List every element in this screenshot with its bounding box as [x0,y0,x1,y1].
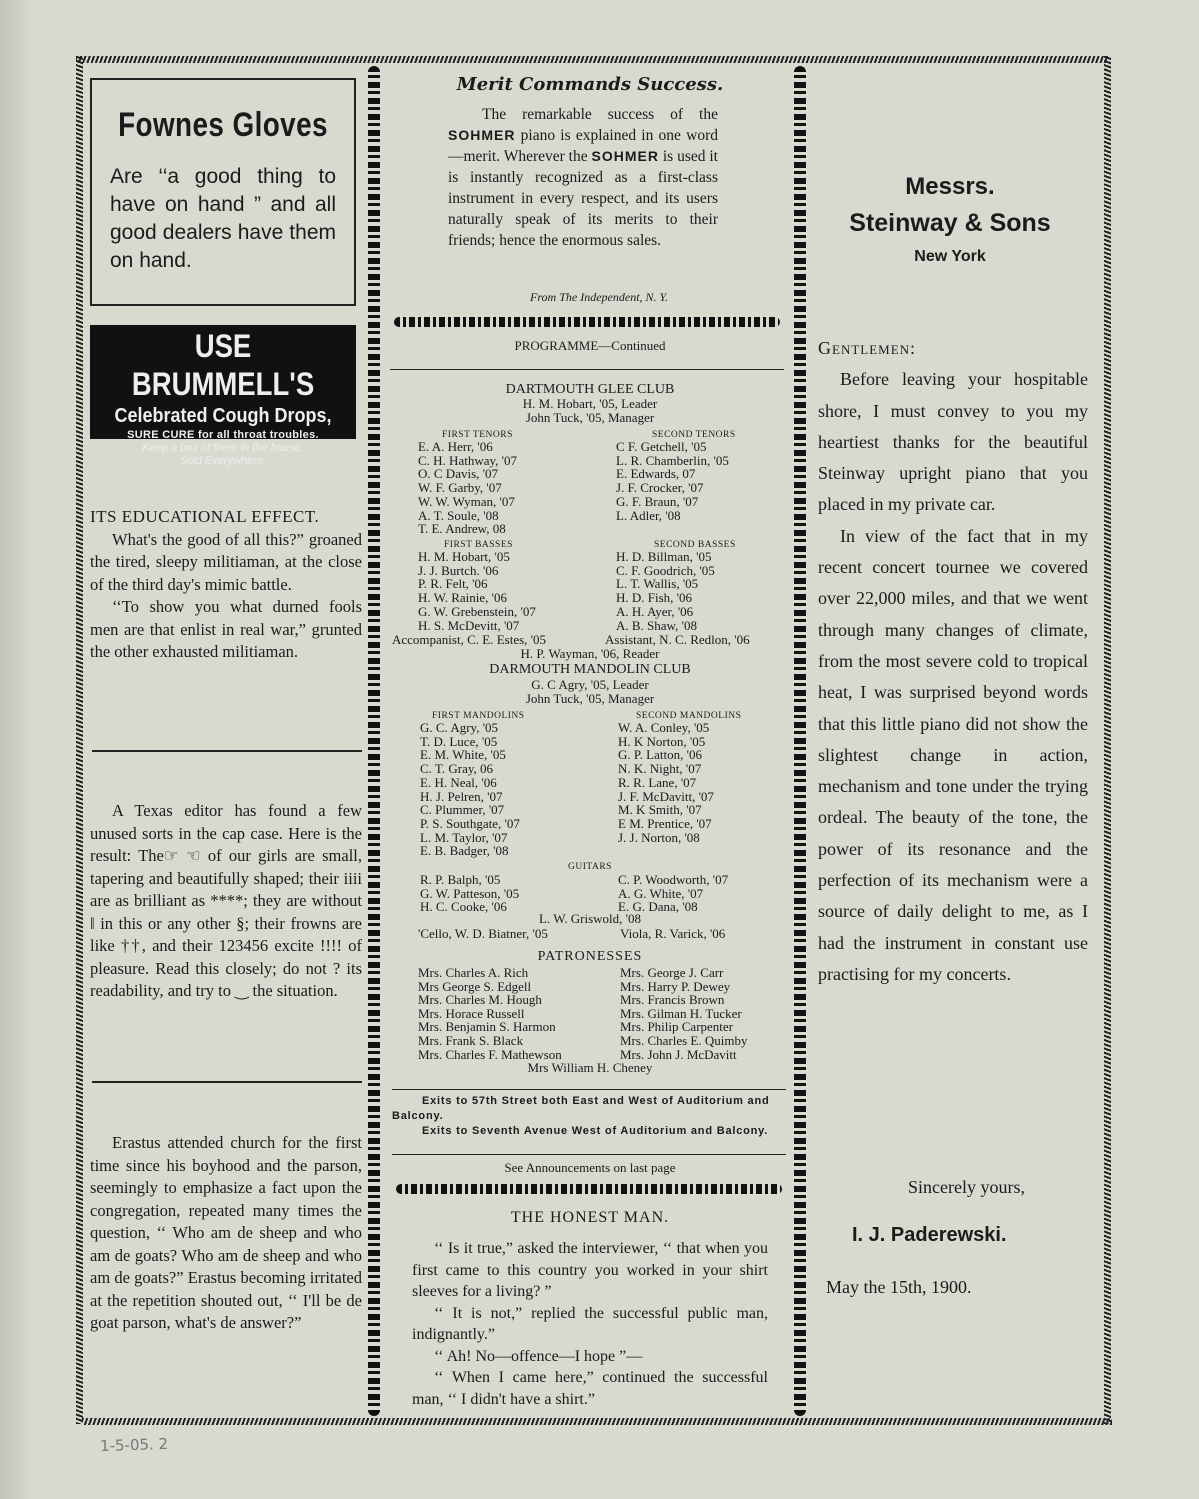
mandolin-club-title: DARMOUTH MANDOLIN CLUB [489,662,691,677]
list-item: W. F. Garby, '07 [418,480,502,496]
pencil-annotation: 1-5-05. 2 [99,1434,169,1456]
list-item: C. H. Hathway, '07 [418,452,517,468]
announcements-note: See Announcements on last page [504,1160,676,1175]
patroness-last: Mrs William H. Cheney [527,1060,653,1075]
list-item: Mrs. Harry P. Dewey [620,978,731,994]
ad-brummell-line3: SURE CURE for all throat troubles. [127,429,319,441]
list-item: Mrs. Horace Russell [418,1005,525,1021]
letter-p1: Before leaving your hospitable shore, I must convey to you my heartiest thanks for the beautiful Steinway upright piano that you placed in my private car. [818,369,1088,515]
story1-p2: ‘‘To show you what durned fools men are that enlist in real war,” grunted the other exhausted militiaman. [90,597,362,661]
list-item: P. R. Felt, '06 [418,576,488,592]
list-item: G. W. Grebenstein, '07 [418,603,536,619]
list-item: Mrs. Philip Carpenter [620,1019,734,1035]
list-item: A. B. Shaw, '08 [616,617,697,633]
list-item: C. P. Woodworth, '07 [618,872,729,887]
list-item: T. E. Andrew, 08 [418,521,506,537]
list-item: W. W. Wyman, '07 [418,493,515,509]
list-item: Mrs George S. Edgell [418,978,532,994]
ad-fownes-body: Are ‘‘a good thing to have on hand ” and all good dealers have them on hand. [110,165,336,272]
honest-p1: ‘‘ Is it true,” asked the interviewer, ‘‘ that when you first came to this country you worked in your shirt sleeves for a living? ” [412,1240,768,1300]
list-item: A. H. Ayer, '06 [616,603,694,619]
merit-p1c: is used it is instantly recognized as a first-class instrument in every respect, and its users naturally speak of its merits to their friends; hence the enormous sales. [448,148,718,249]
list-item: L. Adler, '08 [616,507,681,523]
story-educational-effect [90,506,362,664]
letter-body [818,333,1088,990]
list-item: G. F. Braun, '07 [616,493,699,509]
column-divider-right [794,66,806,1416]
guitars-header: GUITARS [568,862,612,872]
wave-divider-2 [396,1184,782,1194]
letter-closing: Sincerely yours, [908,1177,1025,1197]
list-item: L. R. Chamberlin, '05 [616,452,729,468]
mandolin-leader: G. C Agry, '05, Leader [531,677,649,692]
sohmer-ad-body [448,104,718,251]
list-item: Mrs. Charles F. Mathewson [418,1046,562,1062]
glee-reader: H. P. Wayman, '06, Reader [520,646,660,661]
viola-player: Viola, R. Varick, '06 [620,926,726,941]
second-mandolins-header: SECOND MANDOLINS [636,711,742,721]
glee-accompanist: Accompanist, C. E. Estes, '05 [392,632,546,647]
ad-brummell-line4: Keep a box of them in the house. [142,442,304,454]
list-item: W. A. Conley, '05 [618,720,710,735]
list-item: H. M. Hobart, '05 [418,549,510,564]
glee-club-title: DARTMOUTH GLEE CLUB [505,382,675,397]
list-item: J. F. Crocker, '07 [616,480,704,496]
letter-messrs: Messrs. [905,173,995,200]
story1-p1: What's the good of all this?” groaned the tired, sleepy militiaman, at the close of the third day's mimic battle. [90,529,362,594]
sohmer-brand-2: SOHMER [591,148,659,164]
letter-firm: Steinway & Sons [849,209,1051,237]
letter-city: New York [914,248,986,265]
letter-signature: I. J. Paderewski. [852,1224,1007,1246]
exits-line-2: Exits to Seventh Avenue West of Auditorium and Balcony. [422,1125,769,1137]
ad-fownes-title: Fownes Gloves [118,106,328,144]
list-item: E. M. White, '05 [420,747,506,763]
list-item: E. G. Dana, '08 [618,899,698,914]
list-item: E. H. Neal, '06 [420,774,497,790]
list-item: G. W. Patteson, '05 [420,885,520,901]
list-item: C. Plummer, '07 [420,802,505,818]
list-item: Mrs. Benjamin S. Harmon [418,1019,556,1035]
glee-assistant: Assistant, N. C. Redlon, '06 [605,632,750,647]
list-item: H. J. Pelren, '07 [420,788,503,804]
list-item: J. J. Burtch. '06 [418,562,499,578]
column-divider-left [368,66,380,1416]
list-item: H. K Norton, '05 [618,733,706,749]
glee-second-basses-header: SECOND BASSES [654,540,736,550]
honest-man-title: THE HONEST MAN. [510,1209,670,1226]
exits-rule-bottom [392,1154,786,1155]
list-item: A. G. White, '07 [618,885,704,901]
border-bottom [82,1418,1112,1425]
story3-p1: Erastus attended church for the first time since his boyhood and the parson, seemingly to emphasize a fact upon the congregation, repeated many times the question, ‘‘ Who am de sheep and who am de goats? Who am de sheep and who am de goats?” Erastus becoming irritated at the repetition shouted out, ‘‘ I'll be de goat parson, what's de answer?” [90,1133,362,1332]
exits-notice [392,1094,790,1139]
list-item: G. C. Agry, '05 [420,720,499,735]
list-item: J. F. McDavitt, '07 [618,788,714,804]
letter-p2: In view of the fact that in my recent concert tournee we covered over 22,000 miles, and that we went through many changes of climate, from the most severe cold to tropical heat, I was surprised beyond words that this little piano did not show the slightest change in action, mechanism and tone under the trying ordeal. The beauty of the tone, the power of its resonance and the perfection of its mechanism were a source of daily delight to me, as I had the instrument in constant use practising for my concerts. [818,525,1088,984]
story-texas-editor [90,800,362,1003]
list-item: H. C. Cooke, '06 [420,899,507,914]
list-item: E M. Prentice, '07 [618,815,712,831]
merit-title: Merit Commands Success. [456,74,724,95]
glee-leader: H. M. Hobart, '05, Leader [522,396,658,411]
letter-salutation: Gentlemen: [818,338,917,358]
list-item: H. D. Billman, '05 [616,549,712,564]
wave-divider-1 [394,317,780,327]
list-item: Mrs. Charles E. Quimby [620,1033,748,1048]
border-right [1104,56,1111,1424]
programme-rule [390,369,784,370]
sohmer-brand-1: SOHMER [448,127,516,143]
list-item: L. T. Wallis, '05 [616,576,699,592]
ad-brummell-line1: USE BRUMMELL'S [131,328,315,402]
list-item: C. F. Goodrich, '05 [616,562,715,578]
list-item: O. C Davis, '07 [418,466,498,482]
guitar-griswold: L. W. Griswold, '08 [538,911,641,926]
list-item: Mrs. Frank S. Black [418,1033,524,1048]
ad-brummell-line2: Celebrated Cough Drops, [114,405,332,427]
list-item: Mrs. Francis Brown [620,992,725,1008]
border-top [76,56,1108,63]
list-item: A. T. Soule, '08 [418,507,499,523]
list-item: Mrs. Charles M. Hough [418,992,542,1008]
list-item: M. K Smith, '07 [618,802,702,818]
exits-rule-top [392,1089,786,1090]
ad-brummell-cough-drops [90,325,356,467]
list-item: E. Edwards, 07 [616,466,696,482]
ad-brummell-line5: Sold Everywhere. [179,455,267,467]
patronesses-title: PATRONESSES [537,949,643,964]
list-item: R. P. Balph, '05 [420,872,501,887]
list-item: C F. Getchell, '05 [616,439,707,454]
list-item: E. B. Badger, '08 [420,843,509,859]
honest-p2: ‘‘ It is not,” replied the successful public man, indignantly.” [412,1304,768,1343]
list-item: Mrs. George J. Carr [620,965,724,980]
border-left [76,56,83,1424]
glee-manager: John Tuck, '05, Manager [525,410,655,425]
list-item: H. D. Fish, '06 [616,590,693,606]
glee-first-basses-header: FIRST BASSES [444,540,513,550]
mandolin-manager: John Tuck, '05, Manager [525,691,655,706]
glee-second-tenors-header: SECOND TENORS [652,430,736,440]
list-item: T. D. Luce, '05 [420,733,498,749]
left-rule-1 [92,750,362,752]
merit-source: From The Independent, N. Y. [530,290,669,304]
list-item: C. T. Gray, 06 [420,761,494,777]
list-item: Mrs. Gilman H. Tucker [620,1005,742,1021]
list-item: H. W. Rainie, '06 [418,590,508,606]
list-item: Mrs. John J. McDavitt [620,1046,737,1062]
cello-player: 'Cello, W. D. Biatner, '05 [418,926,548,941]
list-item: E. A. Herr, '06 [418,439,493,454]
letter-date: May the 15th, 1900. [826,1277,972,1297]
merit-p1b: piano is explained in one word—merit. Wherever the [448,127,718,165]
story-honest-man [412,1238,768,1410]
programme-heading: PROGRAMME—Continued [514,338,666,353]
list-item: L. M. Taylor, '07 [420,829,508,845]
list-item: N. K. Night, '07 [618,761,702,777]
honest-p3: ‘‘ Ah! No—offence—I hope ”— [434,1347,643,1365]
exits-line-1: Exits to 57th Street both East and West of Auditorium and Balcony. [392,1095,770,1122]
list-item: P. S. Southgate, '07 [420,815,520,831]
binding-edge [0,0,30,1499]
left-rule-2 [92,1081,362,1083]
first-mandolins-header: FIRST MANDOLINS [432,711,525,721]
list-item: J. J. Norton, '08 [618,829,700,845]
list-item: G. P. Latton, '06 [618,747,702,763]
glee-first-tenors-header: FIRST TENORS [442,430,513,440]
list-item: Mrs. Charles A. Rich [418,965,529,980]
honest-p4: ‘‘ When I came here,” continued the successful man, ‘‘ I didn't have a shirt.” [412,1369,768,1408]
list-item: R. R. Lane, '07 [618,774,697,790]
story-erastus [90,1132,362,1335]
story1-heading: ITS EDUCATIONAL EFFECT. [90,507,320,526]
ad-fownes-gloves [90,78,356,306]
list-item: H. S. McDevitt, '07 [418,617,520,633]
story2-p1: A Texas editor has found a few unused sorts in the cap case. Here is the result: The☞ ☜ of our girls are small, tapering and beautifully shaped; their iiii are as brilliant as ****; they are without ‖ in this or any other §; their frowns are like ††, and their 123456 excite !!!! of pleasure. Read this closely; do not ? its readability, and try to ‿ the situation. [90,801,362,1000]
merit-p1a: The remarkable success of the [482,106,718,123]
